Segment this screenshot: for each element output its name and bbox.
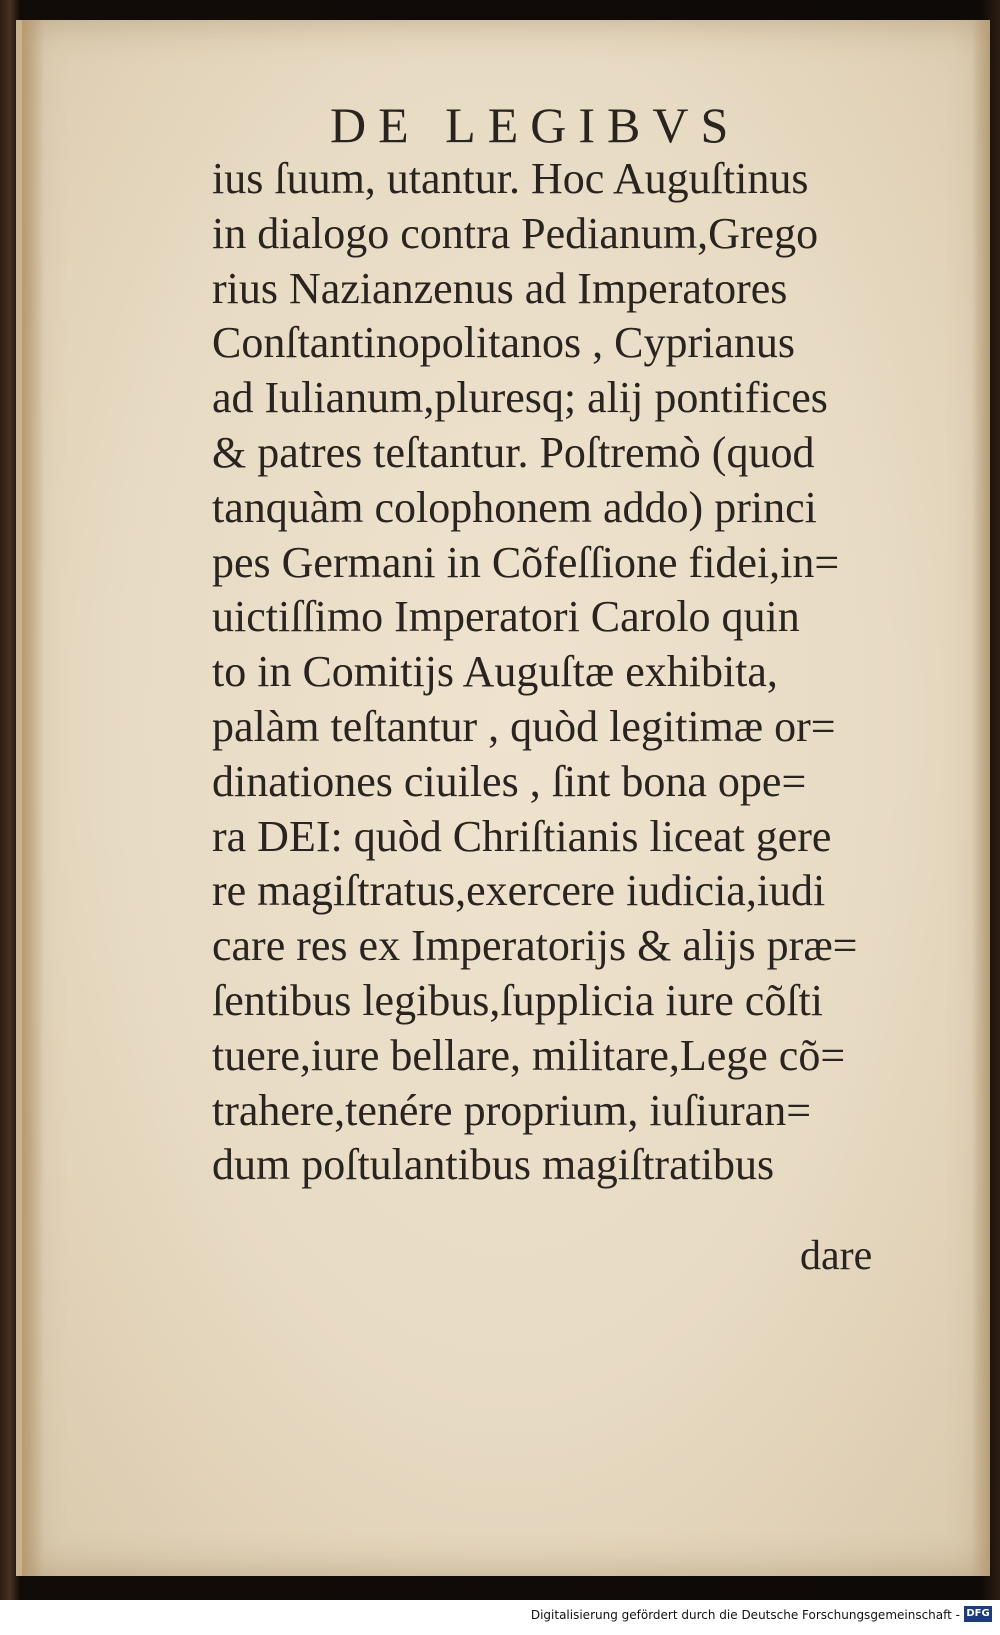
running-head: DE LEGIBVS — [330, 97, 741, 153]
page-edge — [972, 20, 990, 1576]
text-line: care res ex Imperatorijs & alijs præ= — [212, 921, 858, 971]
catchword: dare — [800, 1233, 873, 1279]
text-line: dum poſtulantibus magiſtratibus — [212, 1140, 775, 1190]
text-line: ſentibus legibus,ſupplicia iure cõſti — [212, 975, 823, 1025]
text-line: trahere,tenére proprium, iuſiuran= — [212, 1085, 812, 1135]
text-line: ra DEI: quòd Chriſtianis liceat gere — [212, 811, 832, 861]
text-line: tanquàm colophonem addo) princi — [212, 482, 817, 532]
text-line: to in Comitijs Auguſtæ exhibita, — [212, 647, 778, 697]
text-line: & patres teſtantur. Poſtremò (quod — [212, 427, 815, 477]
footer-bar — [0, 1600, 1000, 1635]
text-line: palàm teſtantur , quòd legitimæ or= — [212, 701, 836, 751]
text-line: re magiſtratus,exercere iudicia,iudi — [212, 866, 826, 916]
text-line: Conſtantinopolitanos , Cyprianus — [212, 318, 795, 368]
text-line: rius Nazianzenus ad Imperatores — [212, 263, 788, 313]
text-line: tuere,iure bellare, militare,Lege cõ= — [212, 1030, 846, 1080]
text-line: ius ſuum, utantur. Hoc Auguſtinus — [212, 154, 809, 203]
text-line: in dialogo contra Pedianum,Grego — [212, 208, 819, 258]
text-block — [212, 152, 882, 1193]
text-line: dinationes ciuiles , ſint bona ope= — [212, 756, 807, 806]
page-gutter — [22, 20, 44, 1576]
text-line: uictiſſimo Imperatori Carolo quin — [212, 592, 800, 642]
text-line: ad Iulianum,pluresq; alij pontifices — [212, 373, 828, 423]
text-line: pes Germani in Cõfeſſione fidei,in= — [212, 537, 840, 587]
dfg-logo: DFG — [964, 1606, 992, 1622]
funding-credit: Digitalisierung gefördert durch die Deutsche Forschungsgemeinschaft - — [530, 1608, 960, 1622]
